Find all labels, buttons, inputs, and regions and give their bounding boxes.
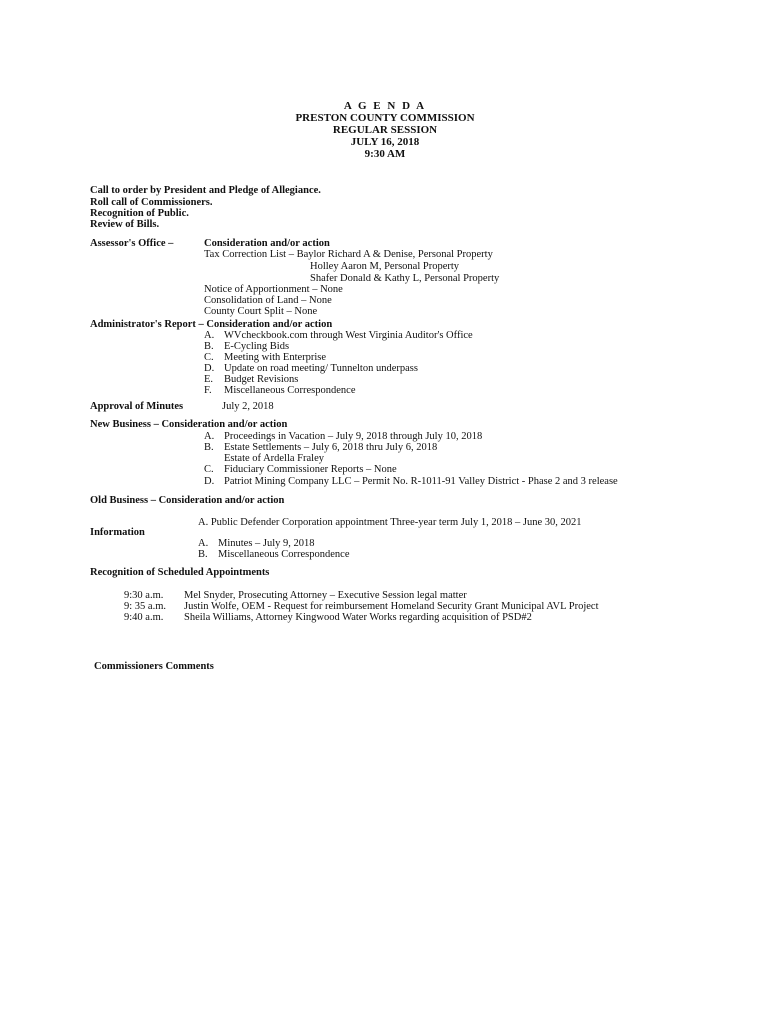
assessor-other-line: Consolidation of Land – None <box>204 295 332 306</box>
list-item: Proceedings in Vacation – July 9, 2018 through July 10, 2018 <box>224 431 483 442</box>
old-business-item: A. Public Defender Corporation appointment Three-year term July 1, 2018 – June 30, 2021 <box>198 517 582 528</box>
appointment-text: Justin Wolfe, OEM - Request for reimbursement Homeland Security Grant Municipal AVL Project <box>184 601 599 612</box>
list-letter: A. <box>204 431 215 442</box>
list-item: Miscellaneous Correspondence <box>218 549 350 560</box>
list-letter: C. <box>204 352 214 363</box>
agenda-title: A G E N D A <box>343 100 427 112</box>
list-item: Meeting with Enterprise <box>224 352 327 363</box>
assessor-other-line: County Court Split – None <box>204 306 318 317</box>
list-letter: A. <box>204 330 215 341</box>
appointment-time: 9:40 a.m. <box>124 612 164 623</box>
list-letter: B. <box>204 341 214 352</box>
meeting-time: 9:30 AM <box>364 148 406 160</box>
list-letter: E. <box>204 374 214 385</box>
list-letter: D. <box>204 476 215 487</box>
opening-line: Review of Bills. <box>90 219 160 230</box>
appointment-time: 9: 35 a.m. <box>124 601 166 612</box>
information-label: Information <box>90 527 145 538</box>
assessor-heading: Consideration and/or action <box>204 238 330 249</box>
appointment-text: Mel Snyder, Prosecuting Attorney – Executive Session legal matter <box>184 590 467 601</box>
list-letter: D. <box>204 363 215 374</box>
appointment-time: 9:30 a.m. <box>124 590 164 601</box>
list-letter: C. <box>204 464 214 475</box>
list-letter: A. <box>198 538 209 549</box>
assessor-other-line: Notice of Apportionment – None <box>204 284 343 295</box>
list-item: Patriot Mining Company LLC – Permit No. R-1011-91 Valley District - Phase 2 and 3 release <box>224 476 618 487</box>
list-item: WVcheckbook.com through West Virginia Auditor's Office <box>224 330 473 341</box>
list-item: Minutes – July 9, 2018 <box>218 538 315 549</box>
list-item: Update on road meeting/ Tunnelton underpass <box>224 363 418 374</box>
list-item: Miscellaneous Correspondence <box>224 385 356 396</box>
minutes-label: Approval of Minutes <box>90 401 184 412</box>
opening-line: Call to order by President and Pledge of Allegiance. <box>90 185 321 196</box>
commissioners-comments: Commissioners Comments <box>94 661 214 672</box>
tax-correction-line: Shafer Donald & Kathy L, Personal Property <box>310 273 500 284</box>
list-letter: B. <box>204 442 214 453</box>
opening-line: Recognition of Public. <box>90 208 189 219</box>
minutes-value: July 2, 2018 <box>222 401 274 412</box>
session-title: REGULAR SESSION <box>332 124 438 136</box>
opening-line: Roll call of Commissioners. <box>90 197 213 208</box>
meeting-date: JULY 16, 2018 <box>350 136 420 148</box>
tax-correction-line: Holley Aaron M, Personal Property <box>310 261 460 272</box>
list-item: Estate Settlements – July 6, 2018 thru July 6, 2018 <box>224 442 438 453</box>
list-item: Fiduciary Commissioner Reports – None <box>224 464 397 475</box>
assessor-label: Assessor's Office – <box>90 238 174 249</box>
list-letter: B. <box>198 549 208 560</box>
list-item: E-Cycling Bids <box>224 341 290 352</box>
tax-correction-line: Tax Correction List – Baylor Richard A & Denise, Personal Property <box>204 249 493 260</box>
list-item: Estate of Ardella Fraley <box>224 453 325 464</box>
org-title: PRESTON COUNTY COMMISSION <box>295 112 475 124</box>
new-business-label: New Business – Consideration and/or action <box>90 419 288 430</box>
appointments-label: Recognition of Scheduled Appointments <box>90 567 270 578</box>
appointment-text: Sheila Williams, Attorney Kingwood Water Works regarding acquisition of PSD#2 <box>184 612 532 623</box>
administrator-label: Administrator's Report – Consideration and/or action <box>90 319 333 330</box>
list-item: Budget Revisions <box>224 374 299 385</box>
old-business-label: Old Business – Consideration and/or action <box>90 495 285 506</box>
list-letter: F. <box>204 385 212 396</box>
